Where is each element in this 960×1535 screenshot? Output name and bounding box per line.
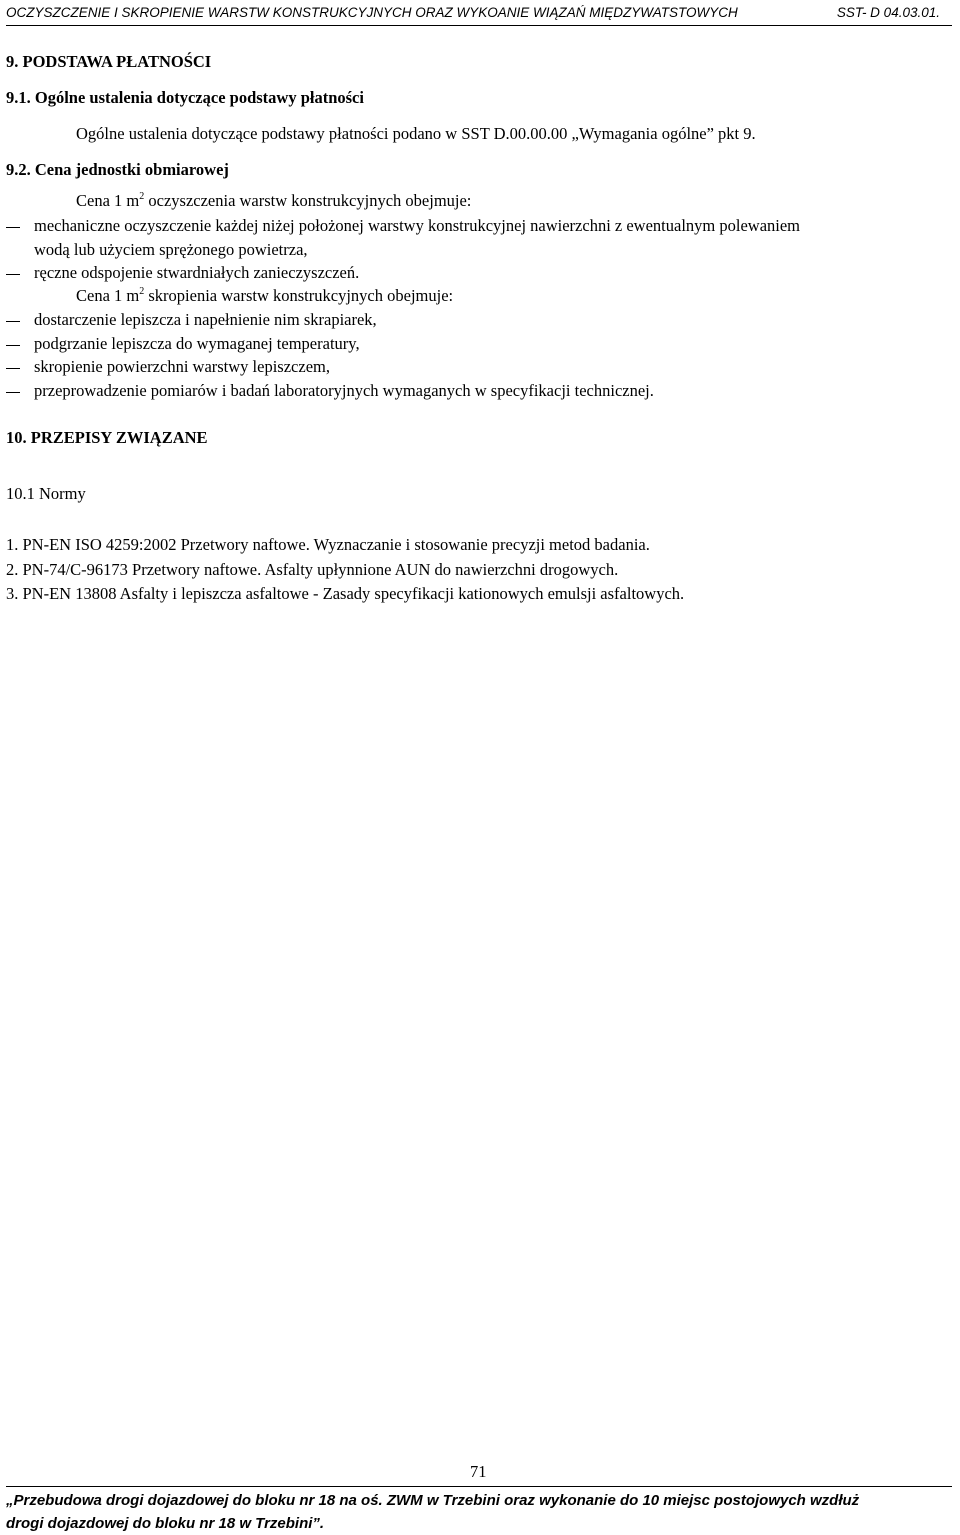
list-dash	[6, 227, 20, 228]
list-dash	[6, 368, 20, 369]
spraying-item-4: przeprowadzenie pomiarów i badań laboratoryjnych wymaganych w specyfikacji technicznej.	[34, 381, 654, 400]
subsection-9-1-text: Ogólne ustalenia dotyczące podstawy płatności podano w SST D.00.00.00 „Wymagania ogólne” pkt 9.	[76, 124, 756, 143]
header-title: OCZYSZCZENIE I SKROPIENIE WARSTW KONSTRUKCYJNYCH ORAZ WYKOANIE WIĄZAŃ MIĘDZYWATSTOWYCH	[6, 5, 738, 20]
section-10-heading: 10. PRZEPISY ZWIĄZANE	[6, 428, 208, 447]
header-spec-code: SST- D 04.03.01.	[836, 5, 940, 20]
list-dash	[6, 274, 20, 275]
spraying-price-intro: Cena 1 $m^2$ skropienia warstw konstrukcyjnych obejmuje:	[76, 286, 454, 305]
norm-item-1: 1. PN-EN ISO 4259:2002 Przetwory naftowe. Wyznaczanie i stosowanie precyzji metod badania.	[6, 535, 650, 554]
cleaning-price-intro: Cena 1 $m^2$ oczyszczenia warstw konstrukcyjnych obejmuje:	[76, 191, 472, 210]
running-footer	[6, 1486, 952, 1535]
footer-line-1: „Przebudowa drogi dojazdowej do bloku nr 18 na oś. ZWM w Trzebini oraz wykonanie do 10 miejsc postojowych wzdłuż	[6, 1492, 860, 1509]
subsection-10-1-heading: 10.1 Normy	[6, 484, 86, 503]
cleaning-item-1-line-1: mechaniczne oczyszczenie każdej niżej położonej warstwy konstrukcyjnej nawierzchni z ewentualnym polewaniem	[34, 216, 801, 235]
cleaning-item-1-line-2: wodą lub użyciem sprężonego powietrza,	[34, 240, 308, 259]
list-dash	[6, 392, 20, 393]
subsection-9-2-heading: 9.2. Cena jednostki obmiarowej	[6, 160, 229, 179]
cleaning-item-2: ręczne odspojenie stwardniałych zanieczyszczeń.	[34, 263, 360, 282]
list-dash	[6, 321, 20, 322]
running-header	[6, 3, 952, 26]
subsection-9-1-heading: 9.1. Ogólne ustalenia dotyczące podstawy płatności	[6, 88, 364, 107]
list-dash	[6, 345, 20, 346]
spraying-item-2: podgrzanie lepiszcza do wymaganej temperatury,	[34, 334, 360, 353]
page-number: 71	[470, 1462, 487, 1481]
norm-item-2: 2. PN-74/C-96173 Przetwory naftowe. Asfalty upłynnione AUN do nawierzchni drogowych.	[6, 560, 619, 579]
section-9-heading: 9. PODSTAWA PŁATNOŚCI	[6, 52, 212, 71]
spraying-item-1: dostarczenie lepiszcza i napełnienie nim skrapiarek,	[34, 310, 377, 329]
footer-line-2: drogi dojazdowej do bloku nr 18 w Trzebini”.	[6, 1515, 325, 1532]
norm-item-3: 3. PN-EN 13808 Asfalty i lepiszcza asfaltowe - Zasady specyfikacji kationowych emulsji asfaltowych.	[6, 584, 685, 603]
spraying-item-3: skropienie powierzchni warstwy lepiszczem,	[34, 357, 330, 376]
